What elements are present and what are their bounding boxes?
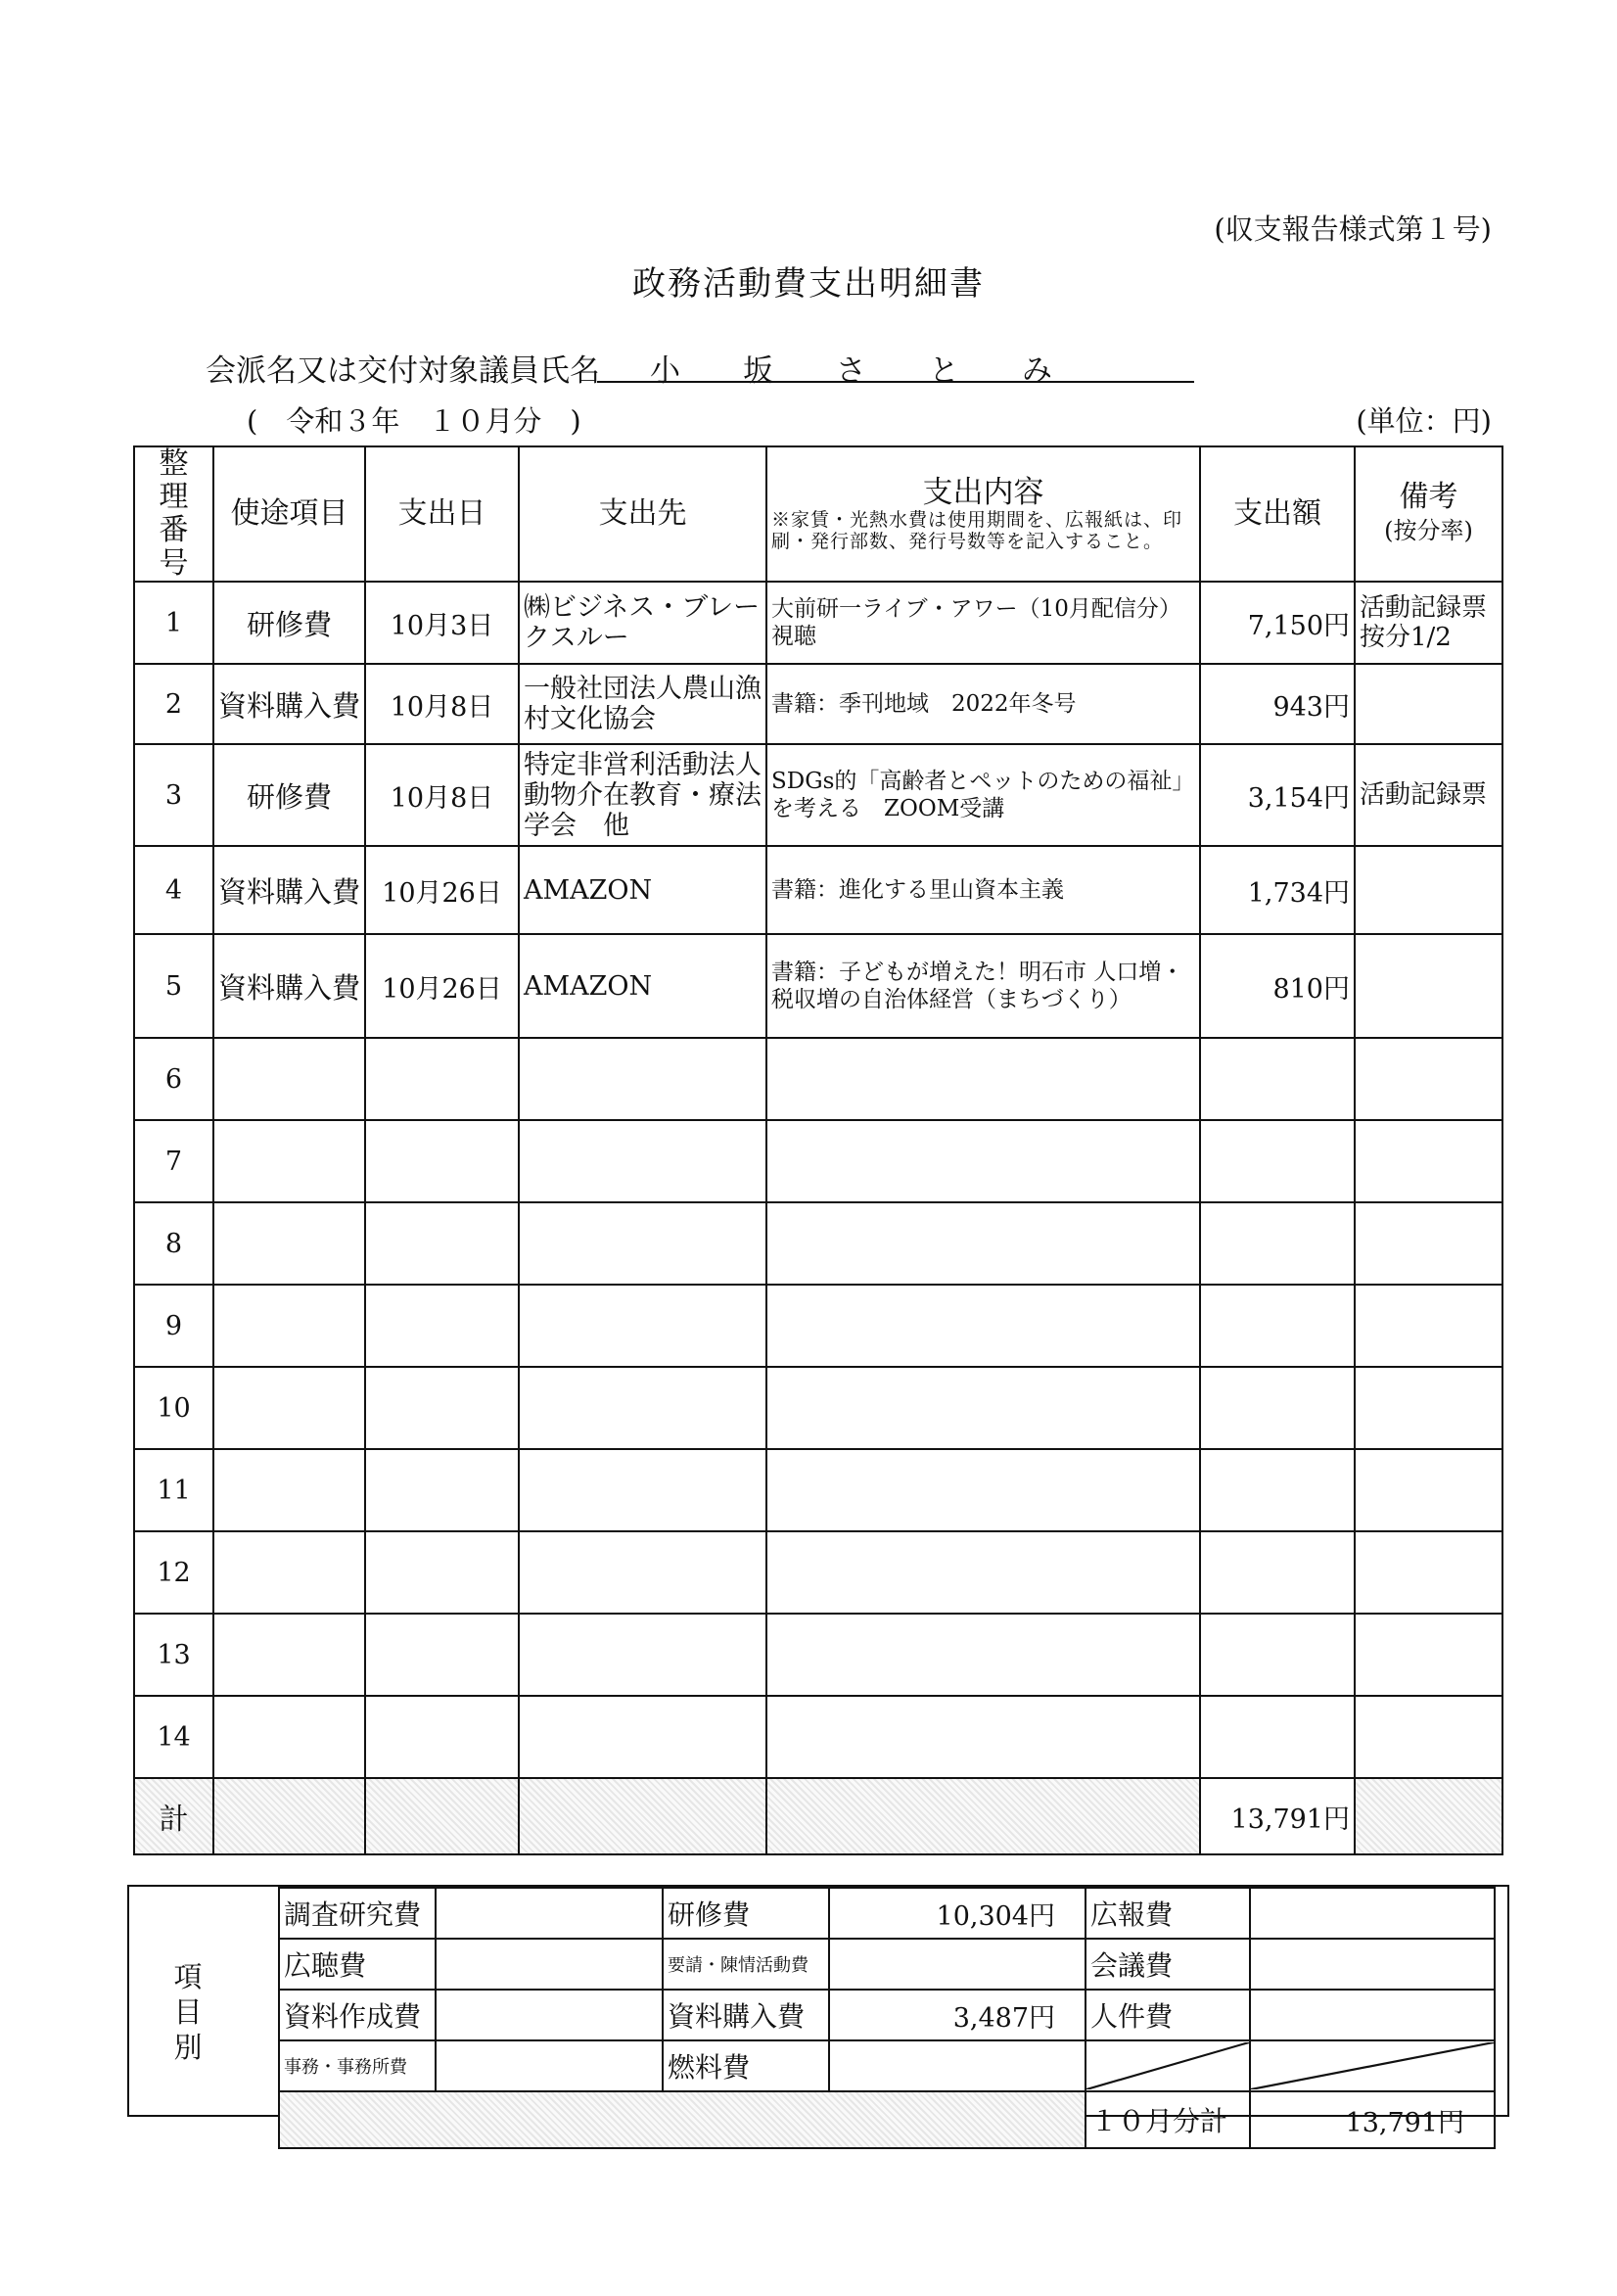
cell-date <box>365 1285 519 1367</box>
cell-amount <box>1200 1120 1355 1202</box>
cell-date: 10月8日 <box>365 744 519 846</box>
summary-category-amount <box>1250 1990 1495 2040</box>
summary-box <box>127 1885 1509 2138</box>
monthly-total-label: １０月分計 <box>1086 2091 1250 2148</box>
diagonal-strike <box>1086 2040 1250 2091</box>
cell-category <box>213 1285 365 1367</box>
cell-date <box>365 1120 519 1202</box>
summary-row <box>279 1990 1495 2040</box>
cell-no: 7 <box>134 1120 213 1202</box>
cell-amount <box>1200 1038 1355 1120</box>
table-row <box>134 1531 1502 1614</box>
cell-date <box>365 1202 519 1285</box>
header-content-note: ※家賃・光熱水費は使用期間を、広報紙は、印刷・発行部数、発行号数等を記入すること。 <box>771 509 1183 552</box>
table-row <box>134 1367 1502 1449</box>
total-amount: 13,791円 <box>1200 1778 1355 1854</box>
summary-total-row <box>279 2091 1495 2148</box>
cell-amount <box>1200 1202 1355 1285</box>
cell-payee <box>519 1038 766 1120</box>
cell-remarks: 活動記録票按分1/2 <box>1355 582 1502 664</box>
summary-category-amount: 10,304円 <box>829 1888 1086 1939</box>
cell-category: 資料購入費 <box>213 934 365 1038</box>
table-row <box>134 846 1502 934</box>
cell-date <box>365 1449 519 1531</box>
cell-date <box>365 1696 519 1778</box>
cell-payee: 一般社団法人農山漁村文化協会 <box>519 664 766 744</box>
member-label: 会派名又は交付対象議員氏名 <box>206 353 600 389</box>
summary-table <box>278 1887 1496 2149</box>
summary-category-amount <box>1250 1888 1495 1939</box>
cell-no: 1 <box>134 582 213 664</box>
summary-category-label: 人件費 <box>1086 1990 1250 2040</box>
cell-remarks <box>1355 1449 1502 1531</box>
cell-date: 10月8日 <box>365 664 519 744</box>
page-title: 政務活動費支出明細書 <box>632 264 985 304</box>
summary-side-label: 項目別 <box>173 1960 203 2064</box>
cell-remarks <box>1355 1120 1502 1202</box>
cell-payee: 特定非営利活動法人動物介在教育・療法学会 他 <box>519 744 766 846</box>
cell-amount <box>1200 1449 1355 1531</box>
cell-category <box>213 1202 365 1285</box>
cell-remarks <box>1355 1202 1502 1285</box>
cell-category: 研修費 <box>213 744 365 846</box>
cell-no: 3 <box>134 744 213 846</box>
cell-amount: 3,154円 <box>1200 744 1355 846</box>
cell-no: 13 <box>134 1614 213 1696</box>
cell-no: 10 <box>134 1367 213 1449</box>
summary-row <box>279 2040 1495 2091</box>
cell-remarks <box>1355 1531 1502 1614</box>
cell-amount: 810円 <box>1200 934 1355 1038</box>
cell-payee <box>519 1367 766 1449</box>
summary-category-amount <box>436 2040 663 2091</box>
summary-total-blank <box>279 2091 1086 2148</box>
monthly-total-amount: 13,791円 <box>1250 2091 1495 2148</box>
cell-remarks <box>1355 1038 1502 1120</box>
cell-remarks <box>1355 664 1502 744</box>
table-row <box>134 1614 1502 1696</box>
summary-category-amount <box>436 1990 663 2040</box>
summary-category-label: 広報費 <box>1086 1888 1250 1939</box>
cell-content <box>766 1120 1200 1202</box>
cell-content <box>766 1367 1200 1449</box>
cell-remarks <box>1355 846 1502 934</box>
summary-category-label: 広聴費 <box>279 1939 436 1990</box>
cell-category: 資料購入費 <box>213 664 365 744</box>
table-row <box>134 1285 1502 1367</box>
cell-content <box>766 1202 1200 1285</box>
expense-table <box>133 445 1503 1855</box>
total-blank <box>365 1778 519 1854</box>
header-amount: 支出額 <box>1200 446 1355 582</box>
cell-content <box>766 1614 1200 1696</box>
summary-category-label: 燃料費 <box>663 2040 829 2091</box>
header-content-label: 支出内容 <box>922 475 1044 510</box>
cell-no: 5 <box>134 934 213 1038</box>
cell-category <box>213 1614 365 1696</box>
cell-amount <box>1200 1614 1355 1696</box>
cell-payee <box>519 1614 766 1696</box>
table-row <box>134 1449 1502 1531</box>
cell-remarks <box>1355 934 1502 1038</box>
cell-remarks: 活動記録票 <box>1355 744 1502 846</box>
cell-date <box>365 1038 519 1120</box>
cell-payee <box>519 1120 766 1202</box>
unit-label: (単位：円) <box>1356 404 1492 438</box>
period: ( 令和３年 １０月分 ) <box>247 404 581 438</box>
cell-no: 11 <box>134 1449 213 1531</box>
cell-content <box>766 1696 1200 1778</box>
table-row <box>134 1696 1502 1778</box>
cell-category <box>213 1367 365 1449</box>
summary-category-label: 会議費 <box>1086 1939 1250 1990</box>
summary-category-amount <box>436 1939 663 1990</box>
summary-category-label: 事務・事務所費 <box>279 2040 436 2091</box>
header-content <box>766 446 1200 582</box>
total-blank <box>519 1778 766 1854</box>
header-remarks <box>1355 446 1502 582</box>
cell-payee <box>519 1449 766 1531</box>
summary-category-label: 調査研究費 <box>279 1888 436 1939</box>
cell-category <box>213 1696 365 1778</box>
cell-content: 書籍：子どもが増えた！明石市 人口増・税収増の自治体経営（まちづくり） <box>766 934 1200 1038</box>
table-row <box>134 934 1502 1038</box>
table-row <box>134 1120 1502 1202</box>
form-number: (収支報告様式第１号) <box>1214 212 1492 246</box>
summary-row <box>279 1939 1495 1990</box>
cell-date <box>365 1614 519 1696</box>
summary-row <box>279 1888 1495 1939</box>
cell-content <box>766 1285 1200 1367</box>
cell-amount: 7,150円 <box>1200 582 1355 664</box>
cell-amount <box>1200 1531 1355 1614</box>
cell-date: 10月3日 <box>365 582 519 664</box>
cell-amount: 943円 <box>1200 664 1355 744</box>
member-name: 小坂さとみ <box>597 346 1194 383</box>
cell-content: 大前研一ライブ・アワー（10月配信分）視聴 <box>766 582 1200 664</box>
cell-no: 6 <box>134 1038 213 1120</box>
diagonal-strike <box>1250 2040 1495 2091</box>
cell-category <box>213 1531 365 1614</box>
cell-no: 8 <box>134 1202 213 1285</box>
summary-category-label: 研修費 <box>663 1888 829 1939</box>
cell-no: 14 <box>134 1696 213 1778</box>
header-date: 支出日 <box>365 446 519 582</box>
cell-payee <box>519 1696 766 1778</box>
cell-remarks <box>1355 1367 1502 1449</box>
cell-amount <box>1200 1696 1355 1778</box>
cell-remarks <box>1355 1696 1502 1778</box>
cell-category <box>213 1449 365 1531</box>
cell-no: 2 <box>134 664 213 744</box>
header-remarks-sub: (按分率) <box>1384 517 1473 544</box>
table-row <box>134 1038 1502 1120</box>
cell-date <box>365 1367 519 1449</box>
cell-payee: AMAZON <box>519 846 766 934</box>
summary-category-amount <box>1250 1939 1495 1990</box>
cell-amount <box>1200 1285 1355 1367</box>
summary-category-amount <box>829 2040 1086 2091</box>
table-row <box>134 664 1502 744</box>
table-row <box>134 582 1502 664</box>
cell-date: 10月26日 <box>365 934 519 1038</box>
cell-content: 書籍：進化する里山資本主義 <box>766 846 1200 934</box>
cell-content <box>766 1038 1200 1120</box>
cell-category: 研修費 <box>213 582 365 664</box>
header-remarks-label: 備考 <box>1399 480 1458 514</box>
summary-category-label: 資料作成費 <box>279 1990 436 2040</box>
cell-payee: AMAZON <box>519 934 766 1038</box>
cell-no: 12 <box>134 1531 213 1614</box>
cell-content <box>766 1531 1200 1614</box>
cell-content <box>766 1449 1200 1531</box>
total-blank <box>213 1778 365 1854</box>
cell-remarks <box>1355 1285 1502 1367</box>
table-row <box>134 1202 1502 1285</box>
cell-remarks <box>1355 1614 1502 1696</box>
cell-date <box>365 1531 519 1614</box>
summary-category-amount <box>436 1888 663 1939</box>
summary-category-label: 要請・陳情活動費 <box>663 1939 829 1990</box>
total-blank <box>1355 1778 1502 1854</box>
cell-no: 4 <box>134 846 213 934</box>
header-category: 使途項目 <box>213 446 365 582</box>
summary-category-amount: 3,487円 <box>829 1990 1086 2040</box>
cell-content: 書籍：季刊地域 2022年冬号 <box>766 664 1200 744</box>
total-blank <box>766 1778 1200 1854</box>
cell-category: 資料購入費 <box>213 846 365 934</box>
cell-category <box>213 1120 365 1202</box>
header-no: 整理番号 <box>134 446 213 582</box>
cell-date: 10月26日 <box>365 846 519 934</box>
cell-no: 9 <box>134 1285 213 1367</box>
summary-category-label: 資料購入費 <box>663 1990 829 2040</box>
summary-category-amount <box>829 1939 1086 1990</box>
cell-payee <box>519 1202 766 1285</box>
cell-payee <box>519 1285 766 1367</box>
total-label: 計 <box>134 1778 213 1854</box>
cell-payee <box>519 1531 766 1614</box>
cell-payee: ㈱ビジネス・ブレークスルー <box>519 582 766 664</box>
cell-amount <box>1200 1367 1355 1449</box>
table-row <box>134 744 1502 846</box>
header-payee: 支出先 <box>519 446 766 582</box>
cell-amount: 1,734円 <box>1200 846 1355 934</box>
cell-content: SDGs的「高齢者とペットのための福祉」を考える ZOOM受講 <box>766 744 1200 846</box>
cell-category <box>213 1038 365 1120</box>
